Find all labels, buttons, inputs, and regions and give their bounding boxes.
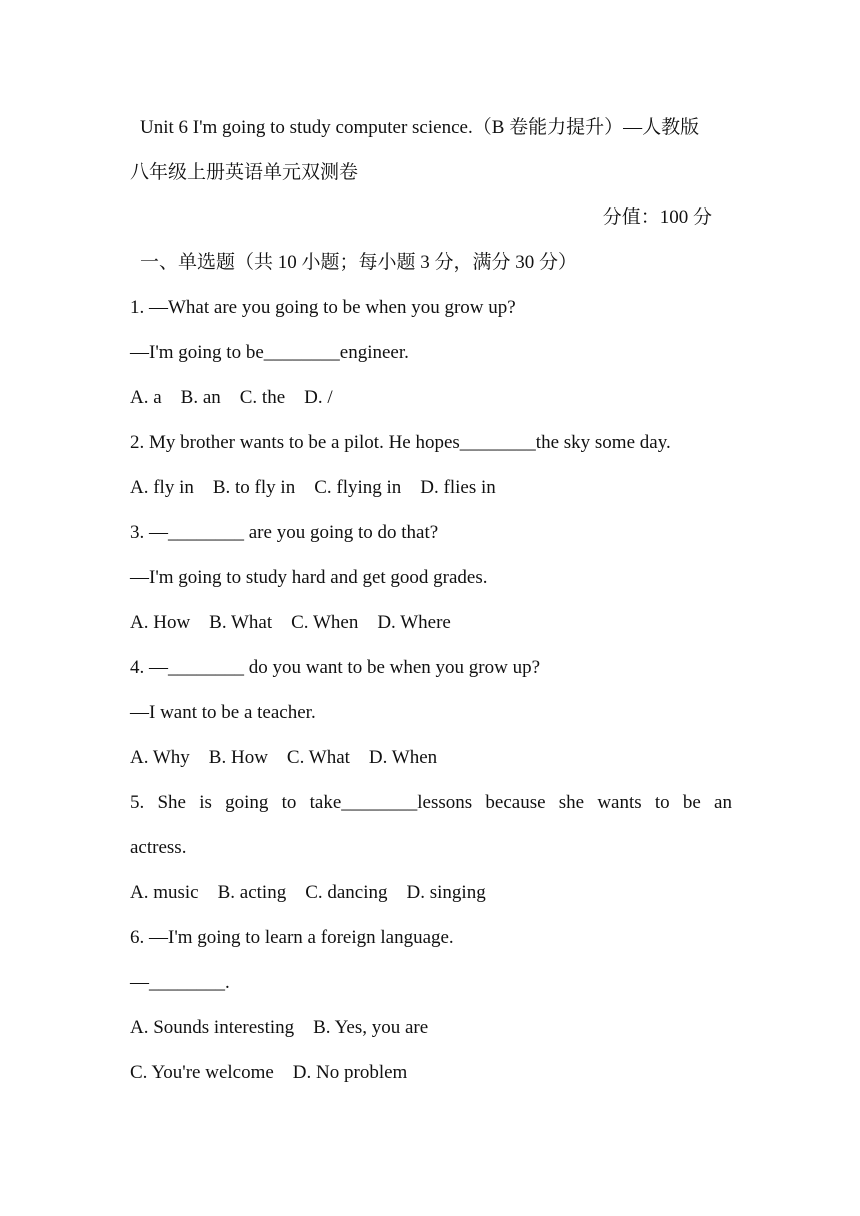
question-6-text: 6. —I'm going to learn a foreign language. xyxy=(130,927,454,948)
title-line-1: Unit 6 I'm going to study computer science.（B 卷能力提升）—人教版 xyxy=(140,117,700,138)
section-heading: 一、单选题（共 10 小题；每小题 3 分，满分 30 分） xyxy=(140,252,578,273)
question-5-text: 5. She is going to take________lessons because she wants to be an xyxy=(130,792,732,813)
question-3-text: 3. —________ are you going to do that? xyxy=(130,522,439,543)
question-2-options: A. fly in B. to fly in C. flying in D. flies in xyxy=(130,477,496,498)
question-4-answer-line: —I want to be a teacher. xyxy=(130,702,316,723)
question-6-options-2: C. You're welcome D. No problem xyxy=(130,1062,408,1083)
score-label: 分值：100 分 xyxy=(602,207,712,228)
question-4-options: A. Why B. How C. What D. When xyxy=(130,747,438,768)
document-page xyxy=(130,105,732,1095)
question-5-options: A. music B. acting C. dancing D. singing xyxy=(130,882,486,903)
question-6-answer-line: —________. xyxy=(130,972,230,993)
question-2-text: 2. My brother wants to be a pilot. He hopes________the sky some day. xyxy=(130,432,671,453)
question-5-continuation: actress. xyxy=(130,837,187,858)
question-4-text: 4. —________ do you want to be when you grow up? xyxy=(130,657,541,678)
question-1-answer-line: —I'm going to be________engineer. xyxy=(130,342,409,363)
question-1-options: A. a B. an C. the D. / xyxy=(130,387,333,408)
question-3-answer-line: —I'm going to study hard and get good grades. xyxy=(130,567,488,588)
question-3-options: A. How B. What C. When D. Where xyxy=(130,612,451,633)
question-1-text: 1. —What are you going to be when you grow up? xyxy=(130,297,516,318)
title-line-2: 八年级上册英语单元双测卷 xyxy=(130,162,359,183)
question-6-options: A. Sounds interesting B. Yes, you are xyxy=(130,1017,429,1038)
